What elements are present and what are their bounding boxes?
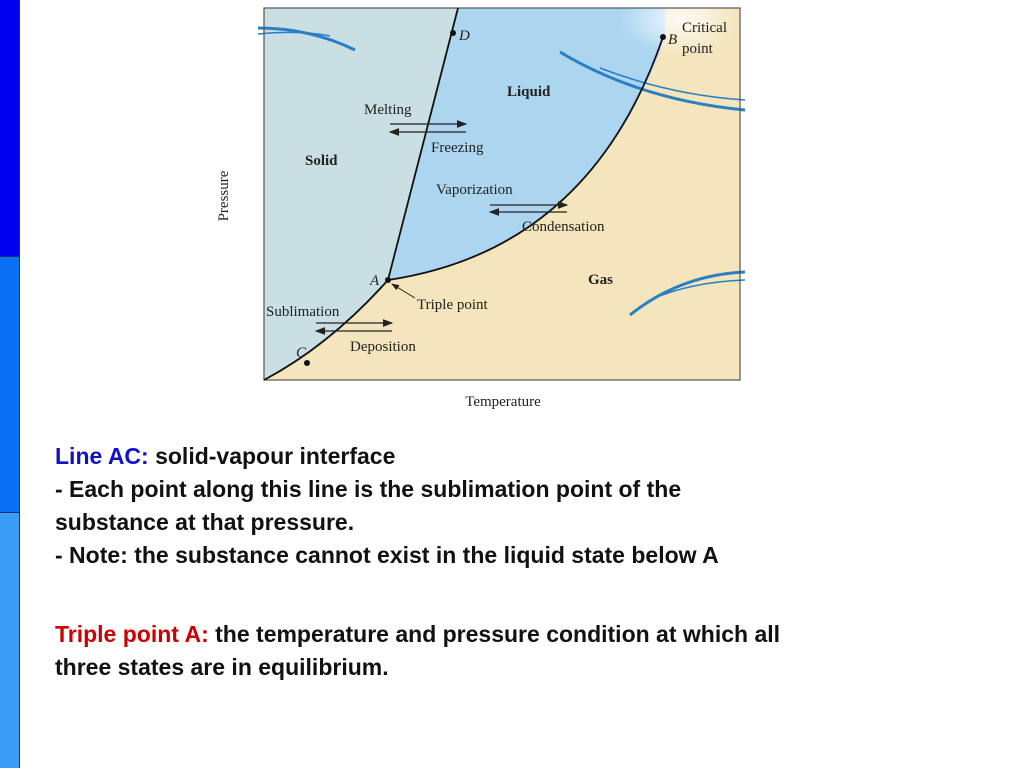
point-a-dot: [385, 277, 391, 283]
sublimation-label: Sublimation: [266, 304, 340, 320]
point-a-label: A: [370, 273, 380, 289]
region-label-liquid: Liquid: [507, 84, 551, 100]
triple-point-paragraph: [55, 618, 985, 684]
bullet1-line2: substance at that pressure.: [55, 509, 355, 535]
triple-point-heading-line: [55, 618, 985, 651]
condensation-label: Condensation: [522, 219, 605, 235]
melting-label: Melting: [364, 102, 412, 118]
sidebar-stripe-bottom: [0, 512, 20, 768]
point-d-dot: [450, 30, 456, 36]
bullet2: - Note: the substance cannot exist in the liquid state below A: [55, 542, 719, 568]
line-ac-label: Line AC:: [55, 443, 149, 469]
sidebar-stripe-middle: [0, 256, 20, 512]
region-label-gas: Gas: [588, 272, 614, 288]
line-ac-paragraph: [55, 440, 985, 572]
vaporization-label: Vaporization: [436, 182, 513, 198]
bullet1-line1: - Each point along this line is the sublimation point of the: [55, 476, 682, 502]
triple-point-label: Triple point: [417, 297, 488, 313]
phase-diagram: [200, 0, 760, 420]
y-axis-label: Pressure: [216, 170, 232, 222]
region-label-solid: Solid: [305, 153, 338, 169]
point-b-dot: [660, 34, 666, 40]
triple-point-definition-label: Triple point A:: [55, 621, 209, 647]
point-d-label: D: [459, 28, 470, 44]
sidebar-stripe-top: [0, 0, 20, 256]
point-b-label: B: [668, 32, 678, 48]
line-ac-description: solid-vapour interface: [155, 443, 396, 469]
x-axis-label: Temperature: [465, 394, 541, 410]
freezing-label: Freezing: [431, 140, 484, 156]
triple-point-description-line2: three states are in equilibrium.: [55, 654, 389, 680]
critical-point-label-line2: point: [682, 41, 713, 57]
point-c-label: C: [296, 345, 307, 361]
triple-point-description-line1: the temperature and pressure condition at which all: [215, 621, 781, 647]
deposition-label: Deposition: [350, 339, 416, 355]
critical-point-label-line1: Critical: [682, 20, 727, 36]
line-ac-heading-line: [55, 440, 985, 473]
